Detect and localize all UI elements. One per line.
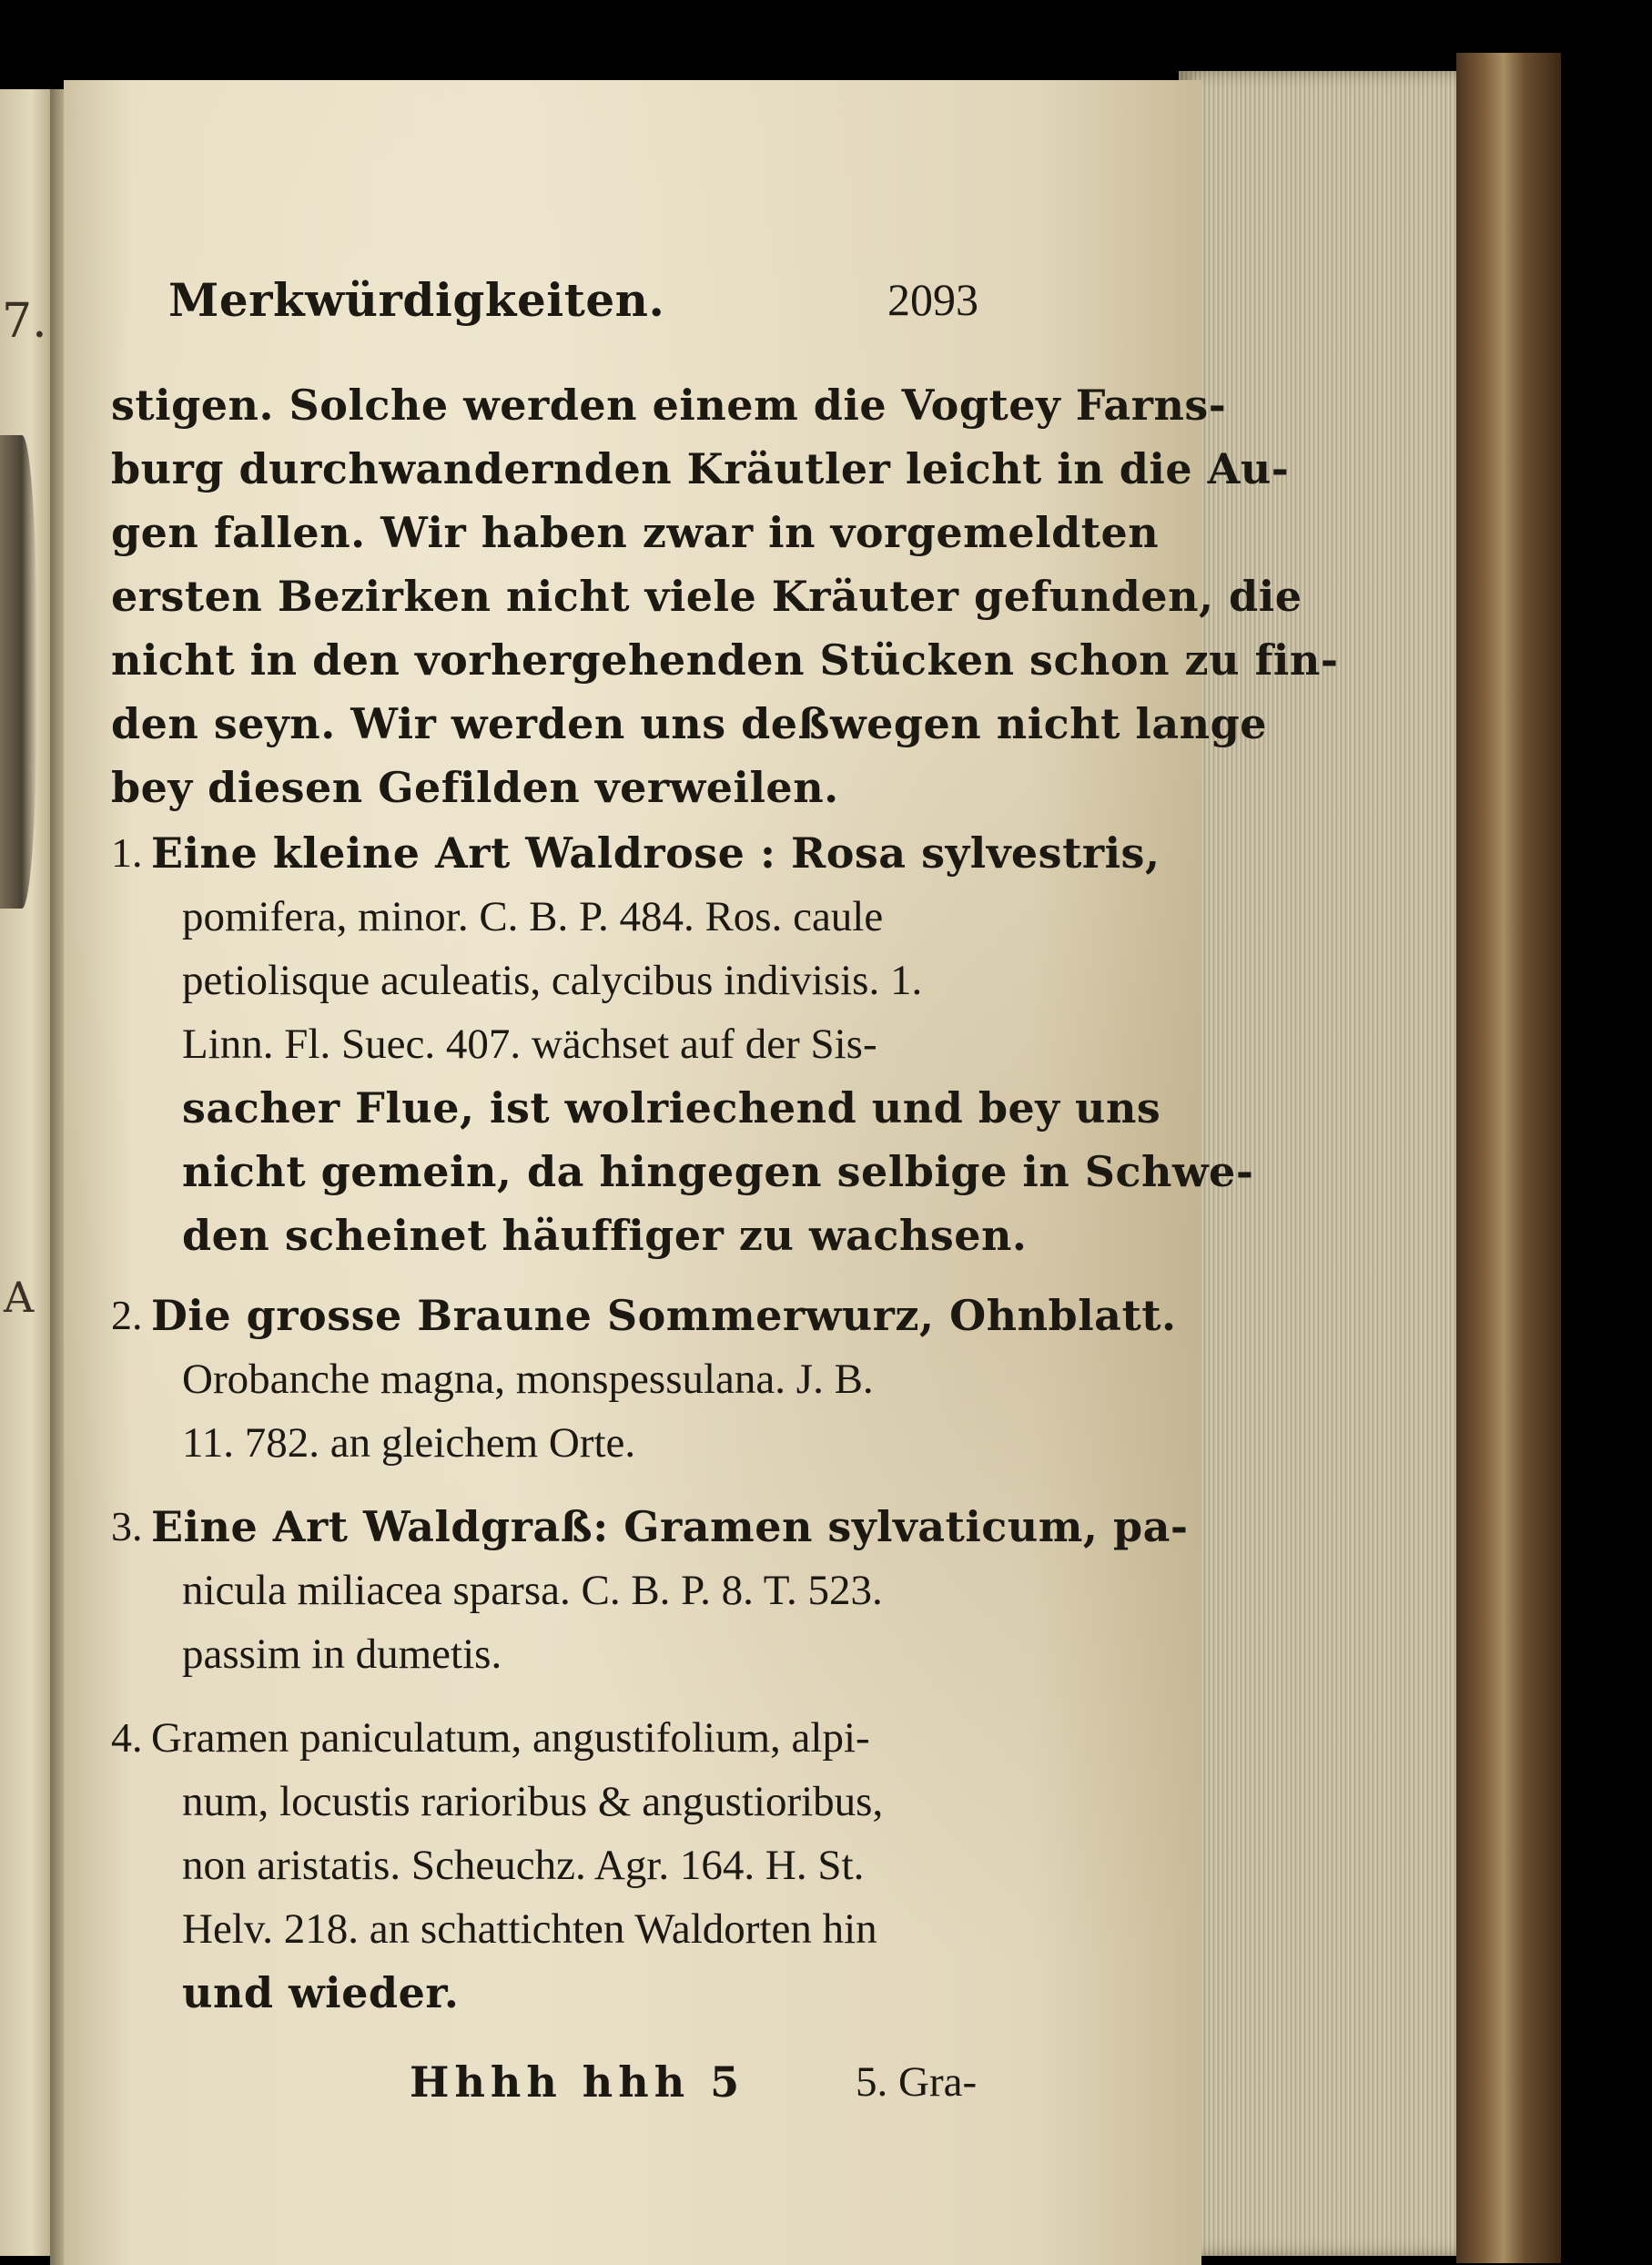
text-line: 11. 782. an gleichem Orte.	[182, 1419, 636, 1467]
running-title: Merkwürdigkeiten.	[168, 273, 665, 327]
text-line: Eine Art Waldgraß: Gramen sylvaticum, pa-	[151, 1502, 1189, 1551]
text-line: den scheinet häuffiger zu wachsen.	[182, 1211, 1028, 1260]
text-line: sacher Flue, ist wolriechend und bey uns	[182, 1083, 1161, 1132]
text-line: den seyn. Wir werden uns deßwegen nicht lange	[111, 699, 1268, 748]
text-line: stigen. Solche werden einem die Vogtey Farns-	[111, 381, 1227, 430]
text-line: nicht gemein, da hingegen selbige in Schwe-	[182, 1147, 1254, 1196]
text-line: burg durchwandernden Kräutler leicht in die Au-	[111, 444, 1290, 493]
signature-mark: Hhhh hhh 5	[410, 2057, 745, 2107]
left-page-edge	[0, 89, 53, 2256]
text-line: Orobanche magna, monspessulana. J. B.	[182, 1356, 874, 1403]
book-cover	[1456, 53, 1561, 2263]
text-line: petiolisque aculeatis, calycibus indivisis. 1.	[182, 957, 923, 1004]
text-line: gen fallen. Wir haben zwar in vorgemeldten	[111, 508, 1160, 557]
book	[0, 53, 1561, 2263]
text-line: bey diesen Gefilden verweilen.	[111, 763, 839, 812]
right-page	[64, 80, 1339, 2265]
text-line: nicht in den vorhergehenden Stücken schon zu fin-	[111, 635, 1339, 685]
left-page-engraving	[0, 435, 36, 909]
entry-number: 4.	[111, 1714, 143, 1761]
entry-number: 3.	[111, 1503, 143, 1549]
text-line: Gramen paniculatum, angustifolium, alpi-	[151, 1714, 870, 1762]
entry-number: 1.	[111, 829, 143, 876]
text-line: und wieder.	[182, 1968, 460, 2017]
text-line: Helv. 218. an schattichten Waldorten hin	[182, 1905, 877, 1953]
entry-number: 2.	[111, 1292, 143, 1338]
catchword: 5. Gra-	[856, 2058, 978, 2106]
text-line: ersten Bezirken nicht viele Kräuter gefunden, die	[111, 572, 1302, 621]
text-line: non aristatis. Scheuchz. Agr. 164. H. St.	[182, 1842, 865, 1889]
left-page-letter: A	[4, 1273, 35, 1322]
text-line: Eine kleine Art Waldrose : Rosa sylvestris,	[151, 828, 1160, 878]
page-number: 2093	[887, 274, 978, 325]
text-line: passim in dumetis.	[182, 1630, 502, 1678]
text-line: Die grosse Braune Sommerwurz, Ohnblatt.	[151, 1291, 1177, 1340]
text-line: num, locustis rarioribus & angustioribus,	[182, 1778, 884, 1825]
text-line: pomifera, minor. C. B. P. 484. Ros. caule	[182, 893, 884, 940]
text-line: Linn. Fl. Suec. 407. wächset auf der Sis-	[182, 1021, 877, 1068]
text-line: nicula miliacea sparsa. C. B. P. 8. T. 523.	[182, 1567, 883, 1614]
left-page-mark: 7.	[2, 294, 47, 349]
